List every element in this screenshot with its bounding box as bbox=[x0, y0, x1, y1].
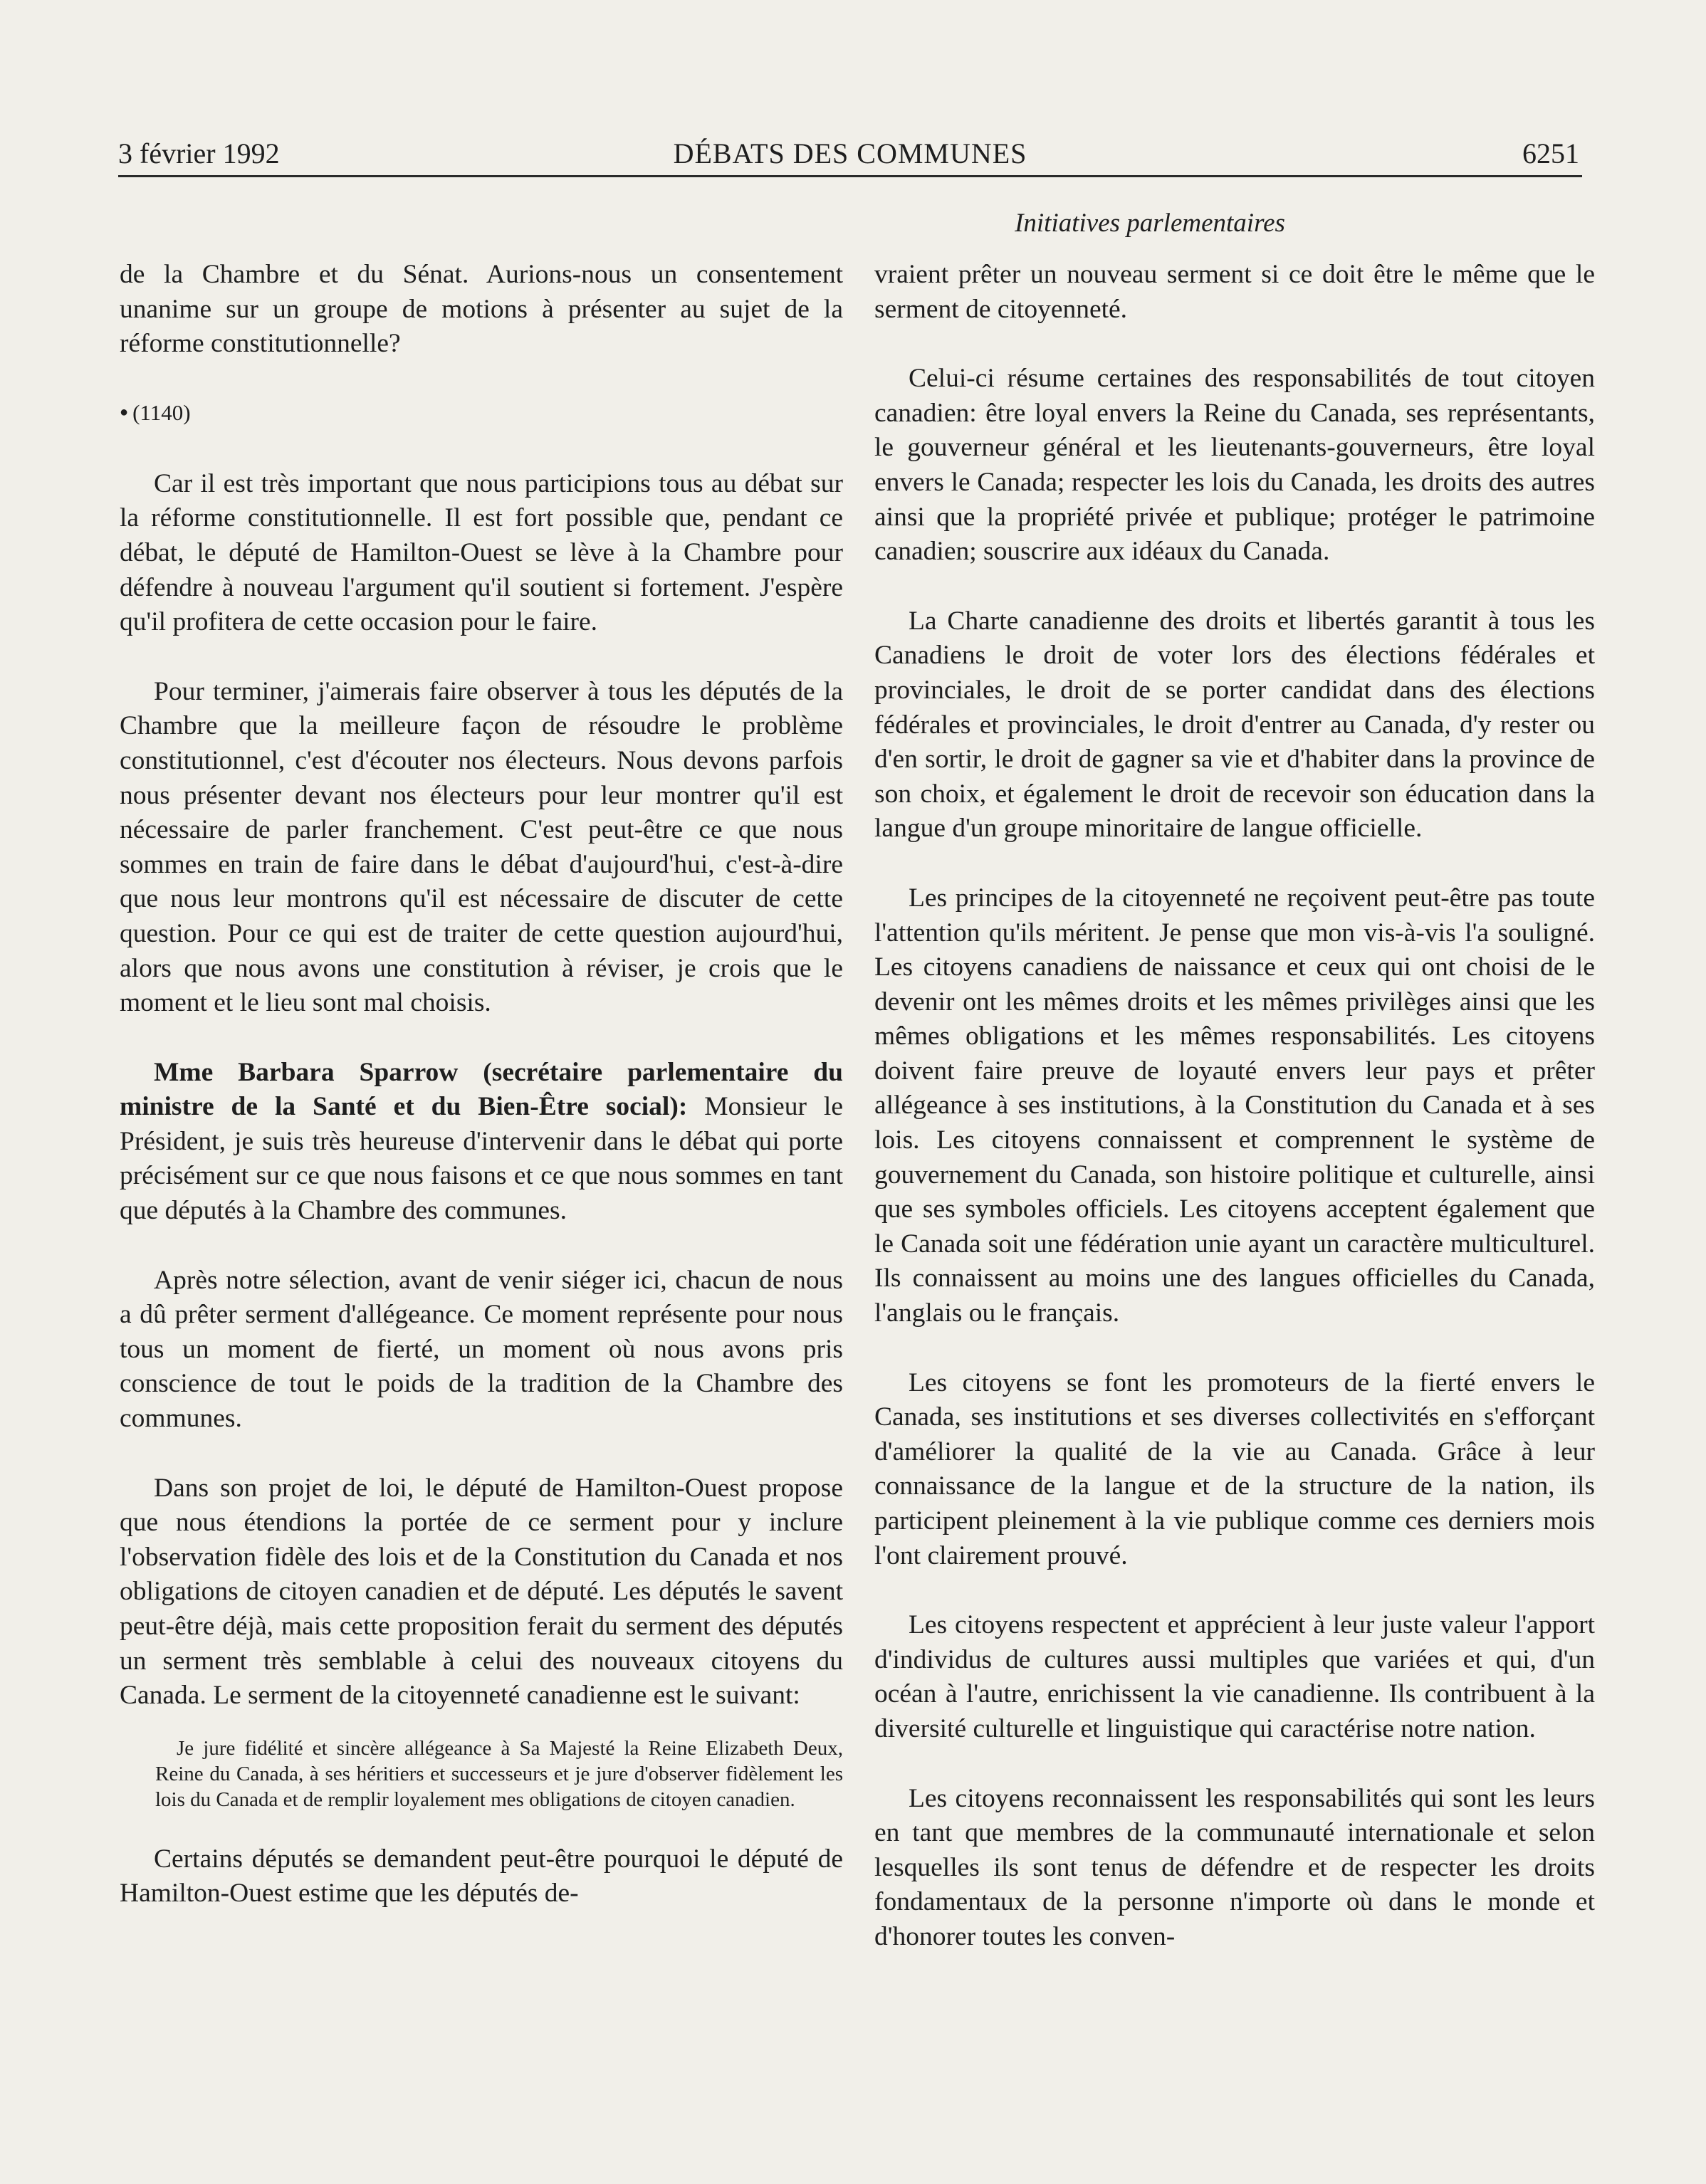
paragraph: La Charte canadienne des droits et libertés garantit à tous les Canadiens le droit de voter lors des élections fédérales et provinciales, le droit de se porter candidat dans des élections fédérales et provinciales, le droit d'entrer au Canada, d'y rester ou d'en sortir, le droit de gagner sa vie et d'habiter dans la province de son choix, et également le droit de recevoir son éducation dans la langue d'un groupe minoritaire de langue officielle. bbox=[874, 606, 1595, 844]
paragraph: Les citoyens respectent et apprécient à leur juste valeur l'apport d'individus de cultures aussi multiples que variées et qui, d'un océan à l'autre, enrichissent la vie canadienne. Ils contribuent à la diversité culturelle et linguistique qui caractérise notre nation. bbox=[874, 1610, 1595, 1743]
time-marker bbox=[120, 397, 843, 429]
paragraph: Les citoyens reconnaissent les responsabilités qui sont les leurs en tant que membres de la communauté internationale et selon lesquelles ils sont tenus de défendre et de respecter les droits fondamentaux de la personne n'importe où dans le monde et d'honorer toutes les conven- bbox=[874, 1783, 1595, 1951]
paragraph: Les citoyens se font les promoteurs de la fierté envers le Canada, ses institutions et ses diverses collectivités en s'efforçant d'améliorer la qualité de la vie au Canada. Grâce à leur connaissance de la langue et de la structure de la nation, ils participent pleinement à la vie publique comme ces derniers mois l'ont clairement prouvé. bbox=[874, 1367, 1595, 1570]
header-title: DÉBATS DES COMMUNES bbox=[673, 137, 1027, 169]
paragraph: Car il est très important que nous participions tous au débat sur la réforme constitutionnelle. Il est fort possible que, pendant ce débat, le député de Hamilton-Ouest se lève à la Chambre pour défendre à nouveau l'argument qu'il soutient si fortement. J'espère qu'il profitera de cette occasion pour le faire. bbox=[120, 468, 843, 637]
paragraph: Certains députés se demandent peut-être pourquoi le député de Hamilton-Ouest estime que les députés de- bbox=[120, 1844, 843, 1909]
speaker-paragraph bbox=[120, 1056, 843, 1229]
paragraph: Pour terminer, j'aimerais faire observer à tous les députés de la Chambre que la meilleure façon de résoudre le problème constitutionnel, c'est d'écouter nos électeurs. Nous devons parfois nous présenter devant nos électeurs pour leur montrer qu'il est nécessaire de parler franchement. C'est peut-être ce que nous sommes en train de faire dans le débat d'aujourd'hui, c'est-à-dire que nous leur montrons qu'il est nécessaire de discuter de cette question. Pour ce qui est de traiter de cette question aujourd'hui, alors que nous avons une constitution à réviser, je crois que le moment et le lieu sont mal choisis. bbox=[120, 676, 843, 1018]
paragraph: Après notre sélection, avant de venir siéger ici, chacun de nous a dû prêter serment d'allégeance. Ce moment représente pour nous tous un moment de fierté, un moment où nous avons pris conscience de tout le poids de la tradition de la Chambre des communes. bbox=[120, 1265, 843, 1434]
paragraph: Celui-ci résume certaines des responsabilités de tout citoyen canadien: être loyal envers la Reine du Canada, ses représentants, le gouverneur général et les lieutenants-gouverneurs, être loyal envers le Canada; respecter les lois du Canada, les droits des autres ainsi que la propriété privée et publique; protéger le patrimoine canadien; souscrire aux idéaux du Canada. bbox=[874, 364, 1595, 567]
time-marker-text: (1140) bbox=[132, 399, 191, 425]
paragraph: Dans son projet de loi, le député de Hamilton-Ouest propose que nous étendions la portée de ce serment pour y inclure l'observation fidèle des lois et de la Constitution du Canada et nos obligations de citoyen canadien et de député. Les députés le savent peut-être déjà, mais cette proposition ferait du serment des députés un serment très semblable à celui des nouveaux citoyens du Canada. Le serment de la citoyenneté canadienne est le suivant: bbox=[120, 1473, 843, 1711]
bullet-icon: ● bbox=[120, 404, 129, 420]
header-date: 3 février 1992 bbox=[118, 137, 280, 169]
left-column bbox=[120, 258, 843, 1946]
paragraph: vraient prêter un nouveau serment si ce doit être le même que le serment de citoyenneté. bbox=[874, 260, 1595, 324]
paragraph: de la Chambre et du Sénat. Aurions-nous un consentement unanime sur un groupe de motions à présenter au sujet de la réforme constitutionnelle? bbox=[120, 260, 843, 359]
section-label: Initiatives parlementaires bbox=[1015, 209, 1285, 238]
oath-quote: Je jure fidélité et sincère allégeance à Sa Majesté la Reine Elizabeth Deux, Reine du Canada, à ses héritiers et successeurs et je jure d'observer fidèlement les lois du Canada et de remplir loyalement mes obligations de citoyen canadien. bbox=[155, 1736, 843, 1811]
speaker-name: Mme Barbara Sparrow (secrétaire parlementaire du ministre de la Santé et du Bien-Être social): bbox=[120, 1057, 843, 1122]
page-number: 6251 bbox=[1522, 137, 1579, 169]
running-header bbox=[118, 135, 1582, 177]
paragraph: Les principes de la citoyenneté ne reçoivent peut-être pas toute l'attention qu'ils méritent. Je pense que mon vis-à-vis l'a souligné. Les citoyens canadiens de naissance et ceux qui ont choisi de le devenir ont les mêmes droits et les mêmes privilèges ainsi que les mêmes obligations et les mêmes responsabilités. Les citoyens doivent faire preuve de loyauté envers leur pays et prêter allégeance à ses institutions, à la Constitution du Canada et à ses lois. Les citoyens connaissent et comprennent le système de gouvernement du Canada, son histoire politique et culturelle, ainsi que ses symboles officiels. Les citoyens acceptent également que le Canada soit une fédération unie ayant un caractère multiculturel. Ils connaissent au moins une des langues officielles du Canada, l'anglais ou le français. bbox=[874, 883, 1595, 1328]
speaker-text: Monsieur le Président, je suis très heureuse d'intervenir dans le débat qui porte précisément sur ce que nous faisons et ce que nous sommes en tant que députés à la Chambre des communes. bbox=[120, 1092, 843, 1226]
right-column bbox=[874, 258, 1595, 1990]
